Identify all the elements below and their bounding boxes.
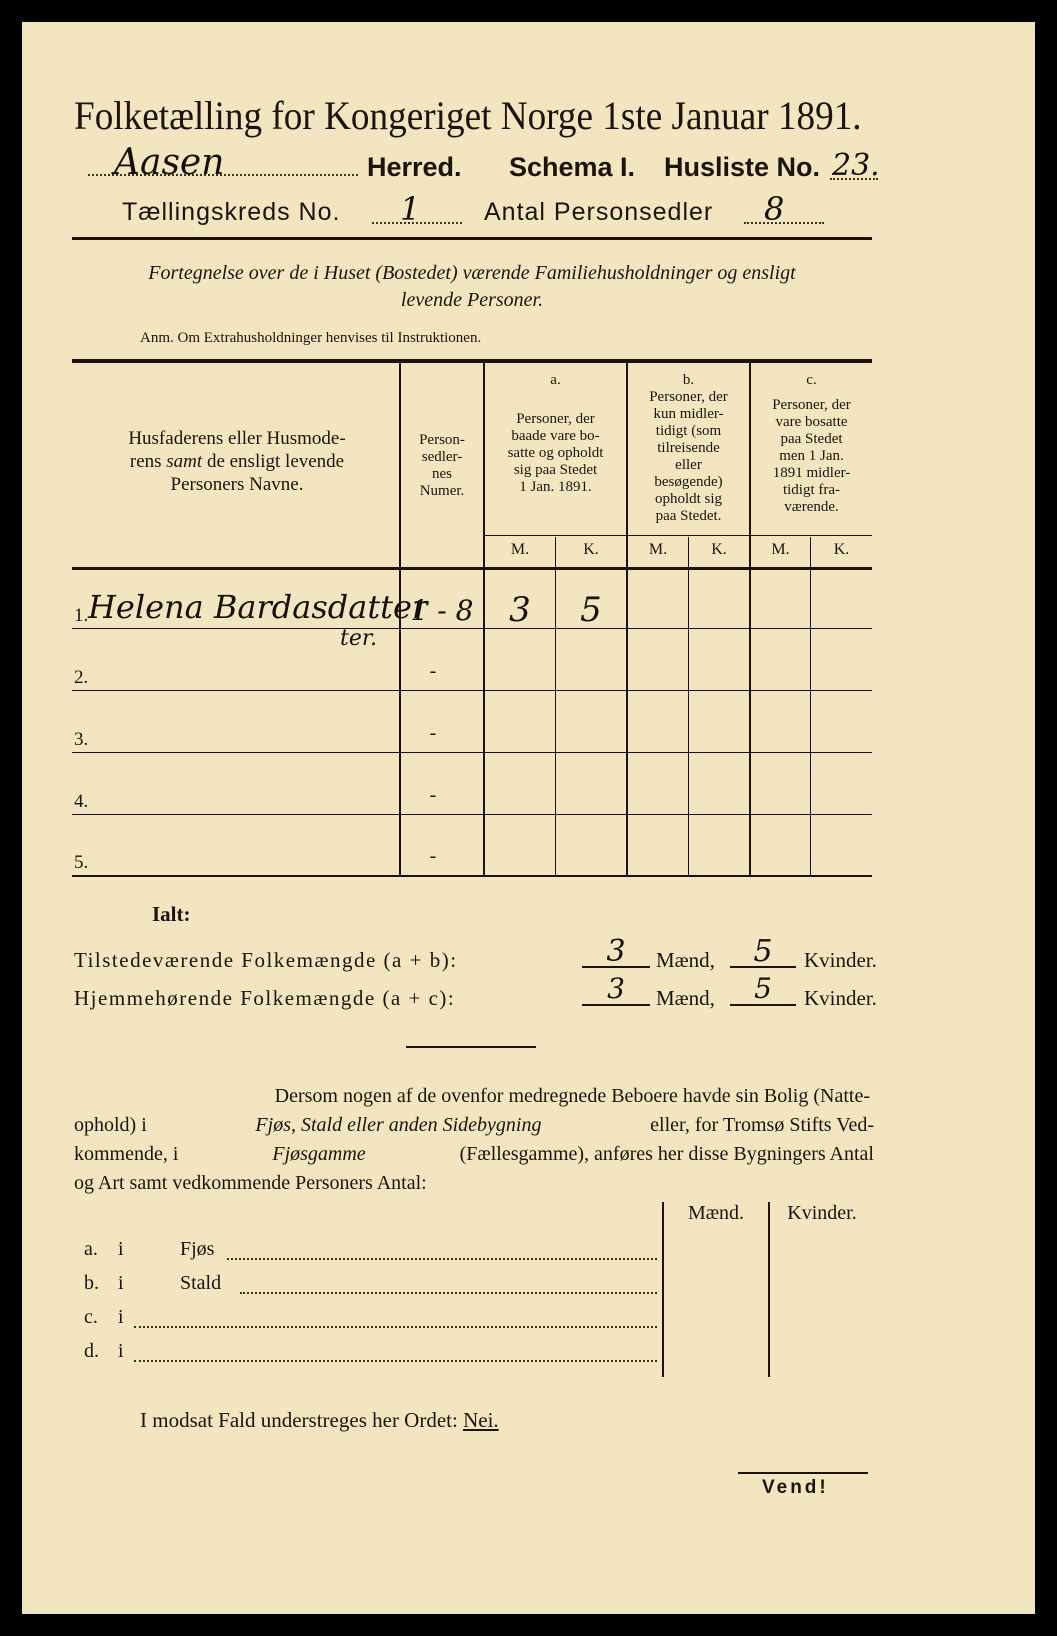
building-d-dots xyxy=(134,1360,657,1362)
husliste-value: 23. xyxy=(832,148,880,183)
col-divider xyxy=(688,537,689,875)
row-1-name-continued: ter. xyxy=(340,626,377,651)
b-k-label: K. xyxy=(711,541,727,558)
section-divider xyxy=(406,1046,536,1048)
row-4-number: 4. xyxy=(74,791,89,812)
c-m-label: M. xyxy=(771,541,790,558)
table-bottom-rule xyxy=(72,875,872,877)
tilstede-maend: Mænd, xyxy=(656,948,715,972)
antal-label: Antal Personsedler xyxy=(484,198,714,226)
building-a-i: i xyxy=(118,1238,124,1260)
col-b-header: b. Personer, der kun midler- tidigt (som tilreisende eller besøgende) opholdt sig paa Stedet. xyxy=(649,372,728,524)
a-m-label: M. xyxy=(510,541,530,558)
row-2-number: 2. xyxy=(74,667,89,688)
buildings-kvinder-header: Kvinder. xyxy=(787,1202,857,1224)
hjemme-m-value: 3 xyxy=(607,972,625,1005)
building-d-i: i xyxy=(118,1340,124,1362)
header-rule xyxy=(72,237,872,240)
ialt-label: Ialt: xyxy=(152,902,191,926)
row-3-sedler: - xyxy=(429,722,437,744)
row-2-sedler: - xyxy=(429,660,437,682)
building-b-label: Stald xyxy=(180,1272,222,1294)
col-a-header: a. Personer, der baade vare bo- satte og opholdt sig paa Stedet 1 Jan. 1891. xyxy=(507,372,604,495)
building-d-letter: d. xyxy=(84,1340,99,1362)
building-c-dots xyxy=(134,1326,657,1328)
antal-value: 8 xyxy=(764,190,785,228)
herred-value: Aasen xyxy=(114,142,225,183)
building-c-i: i xyxy=(118,1306,124,1328)
mk-rule xyxy=(483,535,872,536)
b-m-label: M. xyxy=(648,541,668,558)
building-b-letter: b. xyxy=(84,1272,99,1294)
intro-line1: Fortegnelse over de i Huset (Bostedet) værende Familiehusholdninger og ensligt xyxy=(148,262,796,284)
kreds-value: 1 xyxy=(400,190,421,228)
schema-label: Schema I. xyxy=(509,152,636,182)
building-b-dots xyxy=(240,1292,657,1294)
hjemme-kvinder: Kvinder. xyxy=(804,986,877,1010)
census-form xyxy=(22,22,1035,1614)
row-rule xyxy=(72,628,872,629)
col-c-header: c. Personer, der vare bosatte paa Stedet men 1 Jan. 1891 midler- tidigt fra- værende. xyxy=(772,372,851,515)
a-k-label: K. xyxy=(583,541,599,558)
kreds-label: Tællingskreds No. xyxy=(122,198,341,226)
table-header-rule xyxy=(72,567,872,570)
building-a-dots xyxy=(227,1258,657,1260)
building-divider xyxy=(768,1202,770,1377)
vend-label: Vend! xyxy=(762,1477,829,1498)
intro-line2: levende Personer. xyxy=(400,289,544,311)
row-4-sedler: - xyxy=(429,784,437,806)
building-c-letter: c. xyxy=(84,1306,98,1328)
building-divider xyxy=(662,1202,664,1377)
row-1-sedler: 1 - 8 xyxy=(410,594,474,627)
row-rule xyxy=(72,690,872,691)
modsat-text: I modsat Fald understreges her Ordet: Nei. xyxy=(140,1408,499,1432)
vend-rule xyxy=(738,1472,868,1474)
herred-label: Herred. xyxy=(367,152,462,182)
hjemme-maend: Mænd, xyxy=(656,986,715,1010)
row-5-number: 5. xyxy=(74,852,89,873)
col-names-header: Husfaderens eller Husmode- rens samt de ensligt levende Personers Navne. xyxy=(128,428,346,495)
buildings-maend-header: Mænd. xyxy=(687,1202,745,1224)
nei-word: Nei. xyxy=(463,1408,499,1432)
tilstede-label: Tilstedeværende Folkemængde (a + b): xyxy=(74,948,458,972)
husliste-label: Husliste No. xyxy=(664,152,821,182)
tilstede-m-value: 3 xyxy=(606,934,626,969)
row-1-a-m: 3 xyxy=(509,590,531,630)
row-1-number: 1. xyxy=(74,605,89,626)
hjemme-label: Hjemmehørende Folkemængde (a + c): xyxy=(74,986,456,1010)
building-a-letter: a. xyxy=(84,1238,98,1260)
row-rule xyxy=(72,752,872,753)
c-k-label: K. xyxy=(833,541,850,558)
row-1-name: Helena Bardasdatter xyxy=(88,588,428,626)
col-divider xyxy=(810,537,811,875)
tilstede-kvinder: Kvinder. xyxy=(804,948,877,972)
buildings-paragraph: Dersom nogen af de ovenfor medregnede Beboere havde sin Bolig (Natte- ophold) i Fjøs, Stald eller anden Sidebygning eller, for Tromsø Stifts Ved- kommende, i Fjøsgamme (Fællesgamme), anføres her disse Bygningers Antal og Art samt vedkommende Personers Antal: xyxy=(74,1085,874,1194)
anm-note: Anm. Om Extrahusholdninger henvises til Instruktionen. xyxy=(140,330,482,346)
col-num-header: Person- sedler- nes Numer. xyxy=(419,432,465,499)
row-1-a-k: 5 xyxy=(580,590,602,630)
building-a-label: Fjøs xyxy=(180,1238,215,1260)
building-b-i: i xyxy=(118,1272,124,1294)
col-divider xyxy=(555,537,556,875)
row-3-number: 3. xyxy=(74,729,89,750)
row-rule xyxy=(72,814,872,815)
table-top-rule xyxy=(72,359,872,363)
row-5-sedler: - xyxy=(429,845,437,867)
hjemme-k-value: 5 xyxy=(754,972,772,1005)
form-title: Folketælling for Kongeriget Norge 1ste Januar 1891. xyxy=(74,93,862,138)
tilstede-k-value: 5 xyxy=(753,934,773,969)
